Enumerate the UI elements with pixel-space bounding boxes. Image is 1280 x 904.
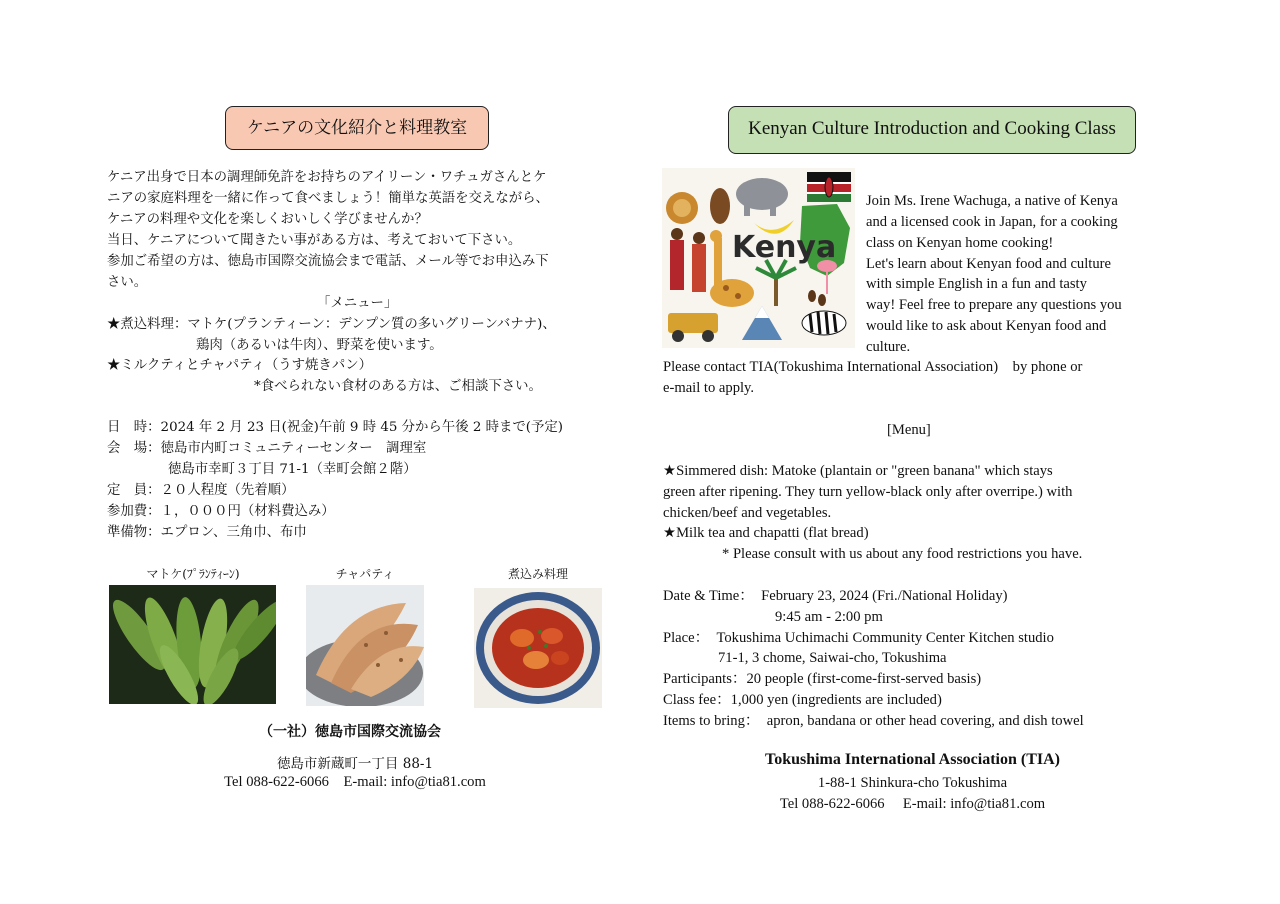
- jp-intro-line: ニアの家庭料理を一緒に作って食べましょう！簡単な英語を交えながら、: [107, 191, 549, 206]
- en-menu-item: green after ripening. They turn yellow-black only after overripe.) with: [663, 484, 1073, 500]
- poster-word: Kenya: [732, 230, 837, 265]
- jp-intro-line: ケニアの料理や文化を楽しくおいしく学びませんか？: [107, 212, 428, 227]
- en-menu-heading: [Menu]: [887, 422, 931, 438]
- en-detail-items: Items to bring： apron, bandana or other head covering, and dish towel: [663, 713, 1084, 729]
- en-title-box: [728, 106, 1136, 154]
- en-detail-address: 71-1, 3 chome, Saiwai-cho, Tokushima: [718, 650, 947, 666]
- en-menu-item: ★Milk tea and chapatti (flat bread): [663, 525, 869, 541]
- jp-detail-capacity: 定 員：２０人程度（先着順）: [107, 483, 295, 498]
- en-detail-fee: Class fee：1,000 yen (ingredients are included): [663, 692, 942, 708]
- en-detail-datetime: Date & Time： February 23, 2024 (Fri./National Holiday): [663, 588, 1008, 604]
- jp-detail-venue: 会 場：徳島市内町コミュニティーセンター 調理室: [107, 441, 427, 456]
- en-detail-time: 9:45 am - 2:00 pm: [775, 609, 883, 625]
- en-intro-line: with simple English in a fun and tasty: [866, 276, 1087, 292]
- en-intro-line: and a licensed cook in Japan, for a cooking: [866, 214, 1118, 230]
- en-address: 1-88-1 Shinkura-cho Tokushima: [817, 775, 1008, 791]
- en-menu-note: * Please consult with us about any food restrictions you have.: [722, 546, 1083, 562]
- en-intro-line: e-mail to apply.: [663, 380, 755, 396]
- kenya-flag-icon: [807, 172, 851, 202]
- jp-title-box: [225, 106, 489, 150]
- jp-menu-item: ★煮込料理：マトケ(プランティーン：デンプン質の多いグリーンバナナ)、: [107, 317, 556, 332]
- jp-menu-item: ★ミルクティとチャパティ（うす焼きパン）: [107, 358, 372, 373]
- en-intro-line: way! Feel free to prepare any questions you: [866, 297, 1122, 313]
- jp-detail-fee: 参加費：１，０００円（材料費込み）: [107, 504, 335, 519]
- en-menu-item: ★Simmered dish: Matoke (plantain or "green banana" which stays: [663, 463, 1053, 479]
- stew-photo: [474, 588, 602, 708]
- kenya-poster: [662, 168, 855, 348]
- en-detail-participants: Participants：20 people (first-come-first-served basis): [663, 671, 982, 687]
- jp-detail-datetime: 日 時：2024 年 2 月 23 日(祝金)午前 9 時 45 分から午後 2 時まで(予定): [107, 420, 564, 435]
- matoke-photo: [109, 585, 276, 704]
- jp-title: ケニアの文化紹介と料理教室: [246, 118, 468, 137]
- en-menu-item: chicken/beef and vegetables.: [663, 505, 832, 521]
- jp-intro-line: さい。: [107, 275, 148, 290]
- caption-stew: 煮込み料理: [507, 567, 568, 581]
- jp-menu-heading: 「メニュー」: [317, 296, 398, 311]
- en-intro-line: class on Kenyan home cooking!: [866, 235, 1054, 251]
- jp-contact: Tel 088-622-6066 E-mail: info@tia81.com: [224, 774, 486, 790]
- en-contact: Tel 088-622-6066 E-mail: info@tia81.com: [779, 796, 1046, 812]
- jp-intro-line: ケニア出身で日本の調理師免許をお持ちのアイリーン・ワチュガさんとケ: [107, 170, 547, 185]
- chapati-photo: [306, 585, 424, 706]
- en-detail-place: Place： Tokushima Uchimachi Community Center Kitchen studio: [663, 630, 1054, 646]
- en-intro-line: Please contact TIA(Tokushima International Association) by phone or: [663, 359, 1083, 375]
- jp-menu-item: 鶏肉（あるいは牛肉）、野菜を使います。: [196, 338, 443, 353]
- jp-org-name: （一社）徳島市国際交流協会: [259, 724, 441, 740]
- jp-address: 徳島市新蔵町一丁目 88-1: [276, 756, 434, 772]
- en-intro-line: would like to ask about Kenyan food and: [866, 318, 1107, 334]
- en-intro-line: culture.: [866, 339, 911, 355]
- jp-menu-note: *食べられない食材のある方は、ご相談下さい。: [254, 379, 542, 394]
- en-org-name: Tokushima International Association (TIA): [764, 751, 1061, 768]
- jp-detail-items: 準備物：エプロン、三角巾、布巾: [107, 525, 307, 540]
- jp-detail-address: 徳島市幸町３丁目 71-1（幸町会館２階）: [168, 462, 417, 477]
- en-title: Kenyan Culture Introduction and Cooking Class: [748, 118, 1116, 139]
- caption-chapati: チャパティ: [335, 567, 395, 581]
- en-intro-line: Join Ms. Irene Wachuga, a native of Kenya: [866, 193, 1118, 209]
- jp-intro-line: 当日、ケニアについて聞きたい事がある方は、考えておいて下さい。: [107, 233, 522, 248]
- caption-matoke: マトケ(ﾌﾟﾗﾝﾃｨｰﾝ): [146, 567, 240, 581]
- en-intro-line: Let's learn about Kenyan food and culture: [866, 256, 1111, 272]
- jp-intro-line: 参加ご希望の方は、徳島市国際交流協会まで電話、メール等でお申込み下: [107, 254, 549, 269]
